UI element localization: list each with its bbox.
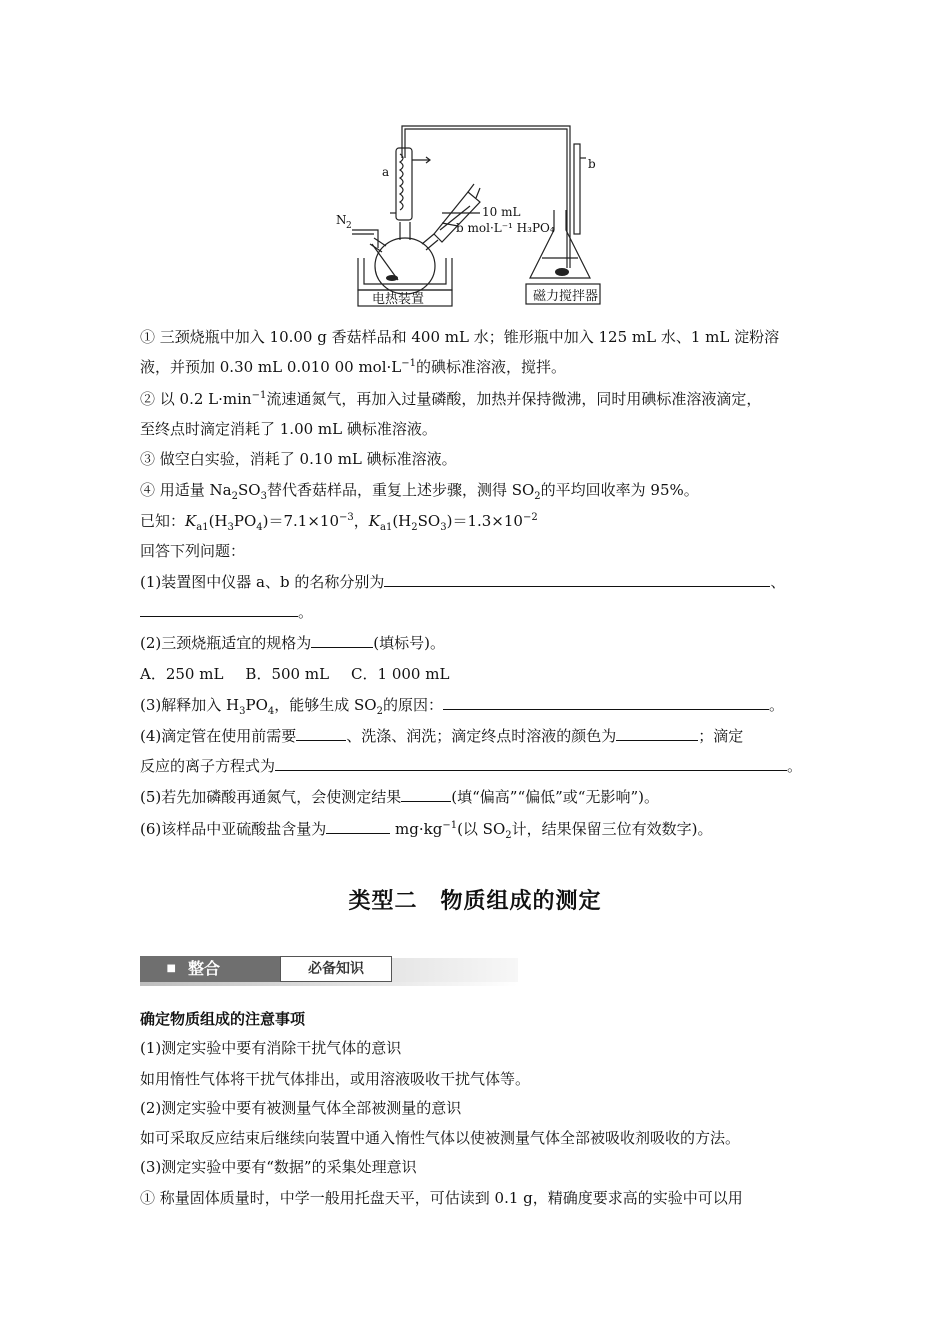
- answer-blank[interactable]: [296, 726, 346, 741]
- apparatus-diagram: [330, 118, 630, 310]
- answer-blank[interactable]: [275, 756, 787, 771]
- step-1-line-b: 液，并预加 0.30 mL 0.010 00 $mol\cdot L^{-1}$的碘标准溶液，搅拌。: [140, 358, 566, 376]
- question-4: (4)滴定管在使用前需要 、洗涤、润洗；滴定终点时溶液的颜色为 ；滴定: [140, 727, 744, 745]
- label-n2-sub: 2: [346, 221, 352, 231]
- step-3: ③ 做空白实验，消耗了 0.10 mL 碘标准溶液。: [140, 450, 457, 468]
- answer-blank[interactable]: [384, 572, 770, 587]
- heater-label: 电热装置: [372, 292, 425, 307]
- answer-blank[interactable]: [326, 819, 390, 834]
- question-2-options: A．250 mL B．500 mL C．1 000 mL: [140, 665, 450, 683]
- label-a: a: [382, 165, 390, 179]
- question-4-cont: 反应的离子方程式为 。: [140, 757, 803, 775]
- bar-box-label: 必备知识: [280, 956, 392, 982]
- step-1-line-a: ① 三颈烧瓶中加入 10.00 g 香菇样品和 400 mL 水；锥形瓶中加入 125 mL 水、1 mL 淀粉溶: [140, 328, 780, 346]
- stirrer-label: 磁力搅拌器: [533, 289, 599, 304]
- section-title: 类型二 物质组成的测定: [348, 889, 602, 914]
- questions-intro: 回答下列问题：: [140, 542, 246, 560]
- answer-blank[interactable]: [401, 787, 451, 802]
- bar-dark-label: ■ 整合: [140, 956, 280, 982]
- label-concentration: b mol·L⁻¹ H₃PO₄: [456, 221, 555, 235]
- note-1: (1)测定实验中要有消除干扰气体的意识: [140, 1039, 402, 1057]
- question-5: (5)若先加磷酸再通氮气，会使测定结果 (填“偏高”“偏低”或“无影响”)。: [140, 788, 659, 806]
- note-1-detail: 如用惰性气体将干扰气体排出，或用溶液吸收干扰气体等。: [140, 1070, 531, 1088]
- label-b: b: [588, 157, 596, 171]
- answer-blank[interactable]: [616, 726, 698, 741]
- note-3-detail: ① 称量固体质量时，中学一般用托盘天平，可估读到 0.1 g，精确度要求高的实验中可以用: [140, 1189, 743, 1207]
- question-1: (1)装置图中仪器 a、b 的名称分别为 、: [140, 573, 786, 591]
- note-2: (2)测定实验中要有被测量气体全部被测量的意识: [140, 1099, 462, 1117]
- question-6: (6)该样品中亚硫酸盐含量为 $mg\cdot kg^{-1}$(以 $SO_2$计，结果保留三位有效数字)。: [140, 820, 713, 841]
- step-2-line-b: 至终点时滴定消耗了 1.00 mL 碘标准溶液。: [140, 420, 437, 438]
- note-2-detail: 如可采取反应结束后继续向装置中通入惰性气体以使被测量气体全部被吸收剂吸收的方法。: [140, 1129, 741, 1147]
- step-2-line-a: ② 以 0.2 $L\cdot\min^{-1}$流速通氮气，再加入过量磷酸，加热并保持微沸，同时用碘标准溶液滴定，: [140, 390, 762, 408]
- known-constants: 已知：$K_{a1}(H_3PO_4)=7.1\times 10^{-3}$，$K_{a1}(H_2SO_3)=1.3\times 10^{-2}$: [140, 512, 538, 533]
- square-bullet-icon: ■: [166, 963, 176, 974]
- label-volume: 10 mL: [482, 205, 521, 219]
- answer-blank[interactable]: [311, 633, 373, 648]
- question-1-cont: 。: [140, 601, 313, 623]
- step-4: ④ 用适量 $Na_2SO_3$替代香菇样品，重复上述步骤，测得 $SO_2$的平均回收率为 95%。: [140, 481, 699, 502]
- answer-blank[interactable]: [443, 695, 769, 710]
- question-2: (2)三颈烧瓶适宜的规格为 (填标号)。: [140, 634, 445, 652]
- section-bar: [140, 956, 518, 986]
- label-n2: N: [336, 213, 347, 227]
- notes-heading: 确定物质组成的注意事项: [140, 1010, 306, 1028]
- answer-blank[interactable]: [140, 602, 298, 617]
- bar-shadow: [140, 982, 518, 986]
- question-3: (3)解释加入 $H_3PO_4$，能够生成 $SO_2$的原因： 。: [140, 696, 784, 717]
- note-3: (3)测定实验中要有“数据”的采集处理意识: [140, 1158, 417, 1176]
